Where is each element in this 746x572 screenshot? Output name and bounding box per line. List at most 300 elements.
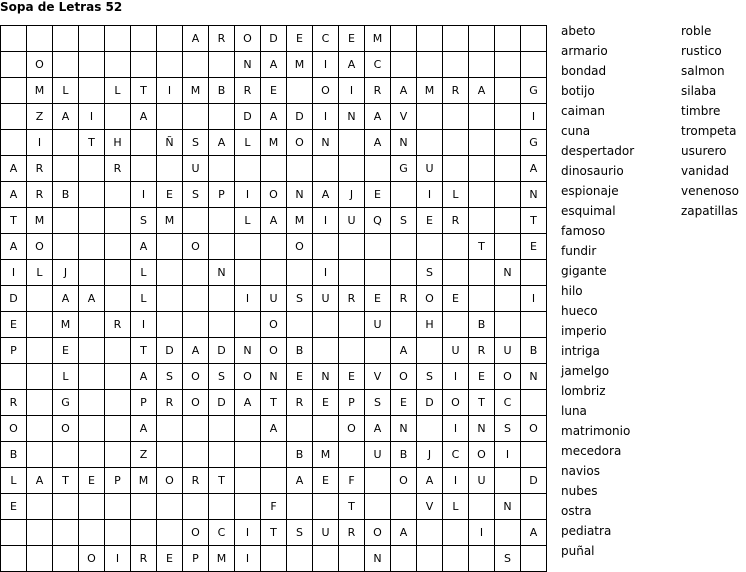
- grid-cell[interactable]: [157, 416, 183, 442]
- grid-cell[interactable]: [183, 52, 209, 78]
- grid-cell[interactable]: D: [209, 338, 235, 364]
- grid-cell[interactable]: [287, 312, 313, 338]
- grid-cell[interactable]: [183, 312, 209, 338]
- grid-cell[interactable]: E: [261, 78, 287, 104]
- grid-cell[interactable]: A: [391, 520, 417, 546]
- grid-cell[interactable]: [105, 104, 131, 130]
- grid-cell[interactable]: [27, 338, 53, 364]
- grid-cell[interactable]: M: [157, 208, 183, 234]
- grid-cell[interactable]: A: [521, 520, 547, 546]
- grid-cell[interactable]: A: [261, 416, 287, 442]
- grid-cell[interactable]: D: [235, 104, 261, 130]
- grid-cell[interactable]: [339, 312, 365, 338]
- grid-cell[interactable]: [105, 390, 131, 416]
- grid-cell[interactable]: O: [157, 468, 183, 494]
- grid-cell[interactable]: [287, 156, 313, 182]
- grid-cell[interactable]: I: [235, 546, 261, 572]
- grid-cell[interactable]: [313, 494, 339, 520]
- grid-cell[interactable]: L: [53, 78, 79, 104]
- grid-cell[interactable]: [443, 156, 469, 182]
- grid-cell[interactable]: O: [261, 182, 287, 208]
- grid-cell[interactable]: [183, 104, 209, 130]
- grid-cell[interactable]: [105, 52, 131, 78]
- grid-cell[interactable]: N: [235, 52, 261, 78]
- grid-cell[interactable]: I: [27, 130, 53, 156]
- grid-cell[interactable]: Z: [27, 104, 53, 130]
- grid-cell[interactable]: [131, 26, 157, 52]
- grid-cell[interactable]: [209, 208, 235, 234]
- grid-cell[interactable]: V: [417, 494, 443, 520]
- grid-cell[interactable]: [495, 286, 521, 312]
- grid-cell[interactable]: U: [469, 468, 495, 494]
- grid-cell[interactable]: P: [131, 390, 157, 416]
- grid-cell[interactable]: H: [105, 130, 131, 156]
- grid-cell[interactable]: [235, 234, 261, 260]
- grid-cell[interactable]: [365, 468, 391, 494]
- grid-cell[interactable]: [53, 26, 79, 52]
- grid-cell[interactable]: [79, 494, 105, 520]
- grid-cell[interactable]: [105, 416, 131, 442]
- grid-cell[interactable]: [79, 182, 105, 208]
- grid-cell[interactable]: [495, 208, 521, 234]
- grid-cell[interactable]: [209, 104, 235, 130]
- grid-cell[interactable]: R: [27, 156, 53, 182]
- grid-cell[interactable]: [79, 78, 105, 104]
- grid-cell[interactable]: [79, 442, 105, 468]
- grid-cell[interactable]: [443, 104, 469, 130]
- grid-cell[interactable]: D: [209, 390, 235, 416]
- grid-cell[interactable]: T: [131, 78, 157, 104]
- grid-cell[interactable]: F: [339, 468, 365, 494]
- grid-cell[interactable]: [339, 546, 365, 572]
- grid-cell[interactable]: U: [365, 312, 391, 338]
- grid-cell[interactable]: [105, 338, 131, 364]
- grid-cell[interactable]: M: [131, 468, 157, 494]
- grid-cell[interactable]: [209, 494, 235, 520]
- grid-cell[interactable]: [27, 442, 53, 468]
- grid-cell[interactable]: B: [53, 182, 79, 208]
- grid-cell[interactable]: [287, 260, 313, 286]
- grid-cell[interactable]: A: [287, 468, 313, 494]
- grid-cell[interactable]: O: [391, 364, 417, 390]
- grid-cell[interactable]: O: [521, 416, 547, 442]
- grid-cell[interactable]: F: [261, 494, 287, 520]
- grid-cell[interactable]: I: [443, 364, 469, 390]
- grid-cell[interactable]: E: [157, 546, 183, 572]
- grid-cell[interactable]: D: [417, 390, 443, 416]
- grid-cell[interactable]: [1, 364, 27, 390]
- grid-cell[interactable]: S: [287, 520, 313, 546]
- grid-cell[interactable]: I: [131, 312, 157, 338]
- grid-cell[interactable]: B: [391, 442, 417, 468]
- grid-cell[interactable]: [157, 260, 183, 286]
- grid-cell[interactable]: [261, 260, 287, 286]
- grid-cell[interactable]: [365, 260, 391, 286]
- grid-cell[interactable]: U: [495, 338, 521, 364]
- grid-cell[interactable]: A: [209, 130, 235, 156]
- grid-cell[interactable]: N: [313, 130, 339, 156]
- grid-cell[interactable]: O: [443, 390, 469, 416]
- grid-cell[interactable]: [443, 26, 469, 52]
- grid-cell[interactable]: [495, 468, 521, 494]
- grid-cell[interactable]: [53, 52, 79, 78]
- grid-cell[interactable]: A: [1, 156, 27, 182]
- grid-cell[interactable]: I: [443, 468, 469, 494]
- grid-cell[interactable]: O: [339, 416, 365, 442]
- grid-cell[interactable]: B: [1, 442, 27, 468]
- grid-cell[interactable]: E: [391, 390, 417, 416]
- grid-cell[interactable]: M: [209, 546, 235, 572]
- grid-cell[interactable]: E: [287, 364, 313, 390]
- grid-cell[interactable]: [495, 520, 521, 546]
- grid-cell[interactable]: S: [417, 260, 443, 286]
- grid-cell[interactable]: O: [287, 234, 313, 260]
- grid-cell[interactable]: O: [53, 416, 79, 442]
- grid-cell[interactable]: [157, 286, 183, 312]
- grid-cell[interactable]: T: [521, 208, 547, 234]
- grid-cell[interactable]: [261, 234, 287, 260]
- grid-cell[interactable]: C: [495, 390, 521, 416]
- grid-cell[interactable]: A: [469, 78, 495, 104]
- grid-cell[interactable]: [157, 104, 183, 130]
- grid-cell[interactable]: L: [105, 78, 131, 104]
- grid-cell[interactable]: [495, 234, 521, 260]
- grid-cell[interactable]: [27, 312, 53, 338]
- grid-cell[interactable]: I: [469, 520, 495, 546]
- grid-cell[interactable]: [443, 130, 469, 156]
- grid-cell[interactable]: L: [1, 468, 27, 494]
- grid-cell[interactable]: O: [287, 130, 313, 156]
- grid-cell[interactable]: E: [417, 208, 443, 234]
- grid-cell[interactable]: O: [27, 52, 53, 78]
- grid-cell[interactable]: [339, 130, 365, 156]
- grid-cell[interactable]: T: [469, 234, 495, 260]
- grid-cell[interactable]: [27, 416, 53, 442]
- grid-cell[interactable]: Z: [131, 442, 157, 468]
- grid-cell[interactable]: [105, 442, 131, 468]
- grid-cell[interactable]: S: [183, 182, 209, 208]
- grid-cell[interactable]: O: [1, 416, 27, 442]
- grid-cell[interactable]: [157, 156, 183, 182]
- grid-cell[interactable]: U: [417, 156, 443, 182]
- grid-cell[interactable]: E: [287, 26, 313, 52]
- grid-cell[interactable]: [365, 156, 391, 182]
- grid-cell[interactable]: [313, 156, 339, 182]
- grid-cell[interactable]: [235, 442, 261, 468]
- grid-cell[interactable]: N: [469, 416, 495, 442]
- grid-cell[interactable]: J: [339, 182, 365, 208]
- grid-cell[interactable]: [27, 364, 53, 390]
- grid-cell[interactable]: [209, 416, 235, 442]
- grid-cell[interactable]: [495, 130, 521, 156]
- grid-cell[interactable]: O: [27, 234, 53, 260]
- letter-grid[interactable]: [0, 25, 547, 572]
- grid-cell[interactable]: [261, 442, 287, 468]
- grid-cell[interactable]: N: [495, 494, 521, 520]
- grid-cell[interactable]: [417, 234, 443, 260]
- grid-cell[interactable]: S: [287, 286, 313, 312]
- grid-cell[interactable]: [1, 546, 27, 572]
- grid-cell[interactable]: N: [209, 260, 235, 286]
- grid-cell[interactable]: N: [313, 364, 339, 390]
- grid-cell[interactable]: [313, 416, 339, 442]
- grid-cell[interactable]: O: [261, 338, 287, 364]
- grid-cell[interactable]: [391, 260, 417, 286]
- grid-cell[interactable]: N: [391, 130, 417, 156]
- grid-cell[interactable]: [79, 26, 105, 52]
- grid-cell[interactable]: O: [365, 520, 391, 546]
- grid-cell[interactable]: R: [209, 26, 235, 52]
- grid-cell[interactable]: [209, 286, 235, 312]
- grid-cell[interactable]: [183, 260, 209, 286]
- grid-cell[interactable]: [79, 338, 105, 364]
- grid-cell[interactable]: A: [391, 78, 417, 104]
- grid-cell[interactable]: L: [131, 260, 157, 286]
- grid-cell[interactable]: [235, 468, 261, 494]
- grid-cell[interactable]: I: [157, 78, 183, 104]
- grid-cell[interactable]: [235, 312, 261, 338]
- grid-cell[interactable]: [105, 208, 131, 234]
- grid-cell[interactable]: [131, 52, 157, 78]
- grid-cell[interactable]: [391, 546, 417, 572]
- grid-cell[interactable]: [53, 130, 79, 156]
- grid-cell[interactable]: C: [313, 26, 339, 52]
- grid-cell[interactable]: [417, 26, 443, 52]
- grid-cell[interactable]: [469, 52, 495, 78]
- grid-cell[interactable]: [339, 442, 365, 468]
- grid-cell[interactable]: E: [443, 286, 469, 312]
- grid-cell[interactable]: [79, 390, 105, 416]
- grid-cell[interactable]: D: [261, 26, 287, 52]
- grid-cell[interactable]: I: [339, 78, 365, 104]
- grid-cell[interactable]: [469, 130, 495, 156]
- grid-cell[interactable]: S: [365, 390, 391, 416]
- grid-cell[interactable]: D: [1, 286, 27, 312]
- grid-cell[interactable]: [131, 156, 157, 182]
- grid-cell[interactable]: [443, 52, 469, 78]
- grid-cell[interactable]: L: [443, 182, 469, 208]
- grid-cell[interactable]: [53, 234, 79, 260]
- grid-cell[interactable]: E: [365, 182, 391, 208]
- grid-cell[interactable]: [391, 234, 417, 260]
- grid-cell[interactable]: O: [469, 442, 495, 468]
- grid-cell[interactable]: I: [417, 182, 443, 208]
- grid-cell[interactable]: O: [417, 286, 443, 312]
- grid-cell[interactable]: [521, 26, 547, 52]
- grid-cell[interactable]: Q: [365, 208, 391, 234]
- grid-cell[interactable]: A: [365, 104, 391, 130]
- grid-cell[interactable]: L: [27, 260, 53, 286]
- grid-cell[interactable]: I: [235, 286, 261, 312]
- grid-cell[interactable]: E: [521, 234, 547, 260]
- grid-cell[interactable]: [1, 78, 27, 104]
- grid-cell[interactable]: [79, 364, 105, 390]
- grid-cell[interactable]: S: [391, 208, 417, 234]
- grid-cell[interactable]: V: [365, 364, 391, 390]
- grid-cell[interactable]: P: [339, 390, 365, 416]
- grid-cell[interactable]: G: [521, 78, 547, 104]
- grid-cell[interactable]: O: [183, 520, 209, 546]
- grid-cell[interactable]: [391, 312, 417, 338]
- grid-cell[interactable]: [287, 546, 313, 572]
- grid-cell[interactable]: L: [235, 208, 261, 234]
- grid-cell[interactable]: I: [313, 52, 339, 78]
- grid-cell[interactable]: [183, 286, 209, 312]
- grid-cell[interactable]: L: [235, 130, 261, 156]
- grid-cell[interactable]: E: [313, 390, 339, 416]
- grid-cell[interactable]: M: [287, 208, 313, 234]
- grid-cell[interactable]: T: [261, 390, 287, 416]
- grid-cell[interactable]: U: [183, 156, 209, 182]
- grid-cell[interactable]: A: [131, 104, 157, 130]
- grid-cell[interactable]: [521, 260, 547, 286]
- grid-cell[interactable]: [417, 546, 443, 572]
- grid-cell[interactable]: A: [131, 234, 157, 260]
- grid-cell[interactable]: [105, 494, 131, 520]
- grid-cell[interactable]: [105, 286, 131, 312]
- grid-cell[interactable]: [365, 234, 391, 260]
- grid-cell[interactable]: O: [261, 312, 287, 338]
- grid-cell[interactable]: M: [27, 208, 53, 234]
- grid-cell[interactable]: I: [131, 182, 157, 208]
- grid-cell[interactable]: T: [261, 520, 287, 546]
- grid-cell[interactable]: O: [313, 78, 339, 104]
- grid-cell[interactable]: M: [27, 78, 53, 104]
- grid-cell[interactable]: I: [521, 104, 547, 130]
- grid-cell[interactable]: [521, 52, 547, 78]
- grid-cell[interactable]: M: [417, 78, 443, 104]
- grid-cell[interactable]: R: [235, 78, 261, 104]
- grid-cell[interactable]: A: [53, 286, 79, 312]
- grid-cell[interactable]: E: [339, 26, 365, 52]
- grid-cell[interactable]: [521, 494, 547, 520]
- grid-cell[interactable]: N: [235, 338, 261, 364]
- grid-cell[interactable]: [1, 52, 27, 78]
- grid-cell[interactable]: O: [235, 26, 261, 52]
- grid-cell[interactable]: R: [443, 208, 469, 234]
- grid-cell[interactable]: M: [287, 52, 313, 78]
- grid-cell[interactable]: [495, 312, 521, 338]
- grid-cell[interactable]: E: [313, 468, 339, 494]
- grid-cell[interactable]: R: [339, 286, 365, 312]
- grid-cell[interactable]: [79, 416, 105, 442]
- grid-cell[interactable]: B: [209, 78, 235, 104]
- grid-cell[interactable]: [79, 52, 105, 78]
- grid-cell[interactable]: T: [339, 494, 365, 520]
- grid-cell[interactable]: V: [391, 104, 417, 130]
- grid-cell[interactable]: R: [469, 338, 495, 364]
- grid-cell[interactable]: [313, 234, 339, 260]
- grid-cell[interactable]: R: [183, 468, 209, 494]
- grid-cell[interactable]: C: [443, 442, 469, 468]
- grid-cell[interactable]: I: [443, 416, 469, 442]
- grid-cell[interactable]: [417, 52, 443, 78]
- grid-cell[interactable]: [495, 52, 521, 78]
- grid-cell[interactable]: [495, 78, 521, 104]
- grid-cell[interactable]: [157, 442, 183, 468]
- grid-cell[interactable]: O: [391, 468, 417, 494]
- grid-cell[interactable]: R: [287, 390, 313, 416]
- grid-cell[interactable]: S: [157, 364, 183, 390]
- grid-cell[interactable]: [27, 286, 53, 312]
- grid-cell[interactable]: [469, 182, 495, 208]
- grid-cell[interactable]: [105, 234, 131, 260]
- grid-cell[interactable]: [79, 234, 105, 260]
- grid-cell[interactable]: P: [1, 338, 27, 364]
- grid-cell[interactable]: [183, 494, 209, 520]
- grid-cell[interactable]: R: [157, 390, 183, 416]
- grid-cell[interactable]: [235, 416, 261, 442]
- grid-cell[interactable]: C: [209, 520, 235, 546]
- grid-cell[interactable]: [417, 104, 443, 130]
- grid-cell[interactable]: O: [183, 364, 209, 390]
- grid-cell[interactable]: [313, 312, 339, 338]
- grid-cell[interactable]: N: [339, 104, 365, 130]
- grid-cell[interactable]: G: [53, 390, 79, 416]
- grid-cell[interactable]: N: [521, 182, 547, 208]
- grid-cell[interactable]: E: [469, 364, 495, 390]
- grid-cell[interactable]: [313, 338, 339, 364]
- grid-cell[interactable]: E: [365, 286, 391, 312]
- grid-cell[interactable]: R: [27, 182, 53, 208]
- grid-cell[interactable]: U: [339, 208, 365, 234]
- grid-cell[interactable]: R: [391, 286, 417, 312]
- grid-cell[interactable]: E: [157, 182, 183, 208]
- grid-cell[interactable]: G: [391, 156, 417, 182]
- grid-cell[interactable]: U: [261, 286, 287, 312]
- grid-cell[interactable]: I: [1, 260, 27, 286]
- grid-cell[interactable]: A: [391, 338, 417, 364]
- grid-cell[interactable]: T: [209, 468, 235, 494]
- grid-cell[interactable]: S: [183, 130, 209, 156]
- grid-cell[interactable]: [79, 312, 105, 338]
- grid-cell[interactable]: S: [131, 208, 157, 234]
- grid-cell[interactable]: A: [183, 338, 209, 364]
- grid-cell[interactable]: [209, 234, 235, 260]
- grid-cell[interactable]: [79, 208, 105, 234]
- grid-cell[interactable]: E: [79, 468, 105, 494]
- grid-cell[interactable]: I: [313, 260, 339, 286]
- grid-cell[interactable]: N: [261, 364, 287, 390]
- grid-cell[interactable]: G: [521, 130, 547, 156]
- grid-cell[interactable]: [209, 312, 235, 338]
- grid-cell[interactable]: [495, 182, 521, 208]
- grid-cell[interactable]: [1, 26, 27, 52]
- grid-cell[interactable]: [287, 78, 313, 104]
- grid-cell[interactable]: N: [365, 546, 391, 572]
- grid-cell[interactable]: S: [495, 546, 521, 572]
- grid-cell[interactable]: U: [313, 520, 339, 546]
- grid-cell[interactable]: [521, 442, 547, 468]
- grid-cell[interactable]: E: [1, 494, 27, 520]
- grid-cell[interactable]: [339, 338, 365, 364]
- grid-cell[interactable]: A: [261, 104, 287, 130]
- grid-cell[interactable]: M: [313, 442, 339, 468]
- grid-cell[interactable]: [131, 520, 157, 546]
- grid-cell[interactable]: [1, 104, 27, 130]
- grid-cell[interactable]: [365, 494, 391, 520]
- grid-cell[interactable]: [339, 260, 365, 286]
- grid-cell[interactable]: B: [287, 442, 313, 468]
- grid-cell[interactable]: L: [53, 364, 79, 390]
- grid-cell[interactable]: A: [131, 416, 157, 442]
- grid-cell[interactable]: A: [183, 26, 209, 52]
- grid-cell[interactable]: S: [495, 416, 521, 442]
- grid-cell[interactable]: M: [261, 130, 287, 156]
- grid-cell[interactable]: [209, 442, 235, 468]
- grid-cell[interactable]: T: [469, 390, 495, 416]
- grid-cell[interactable]: [53, 156, 79, 182]
